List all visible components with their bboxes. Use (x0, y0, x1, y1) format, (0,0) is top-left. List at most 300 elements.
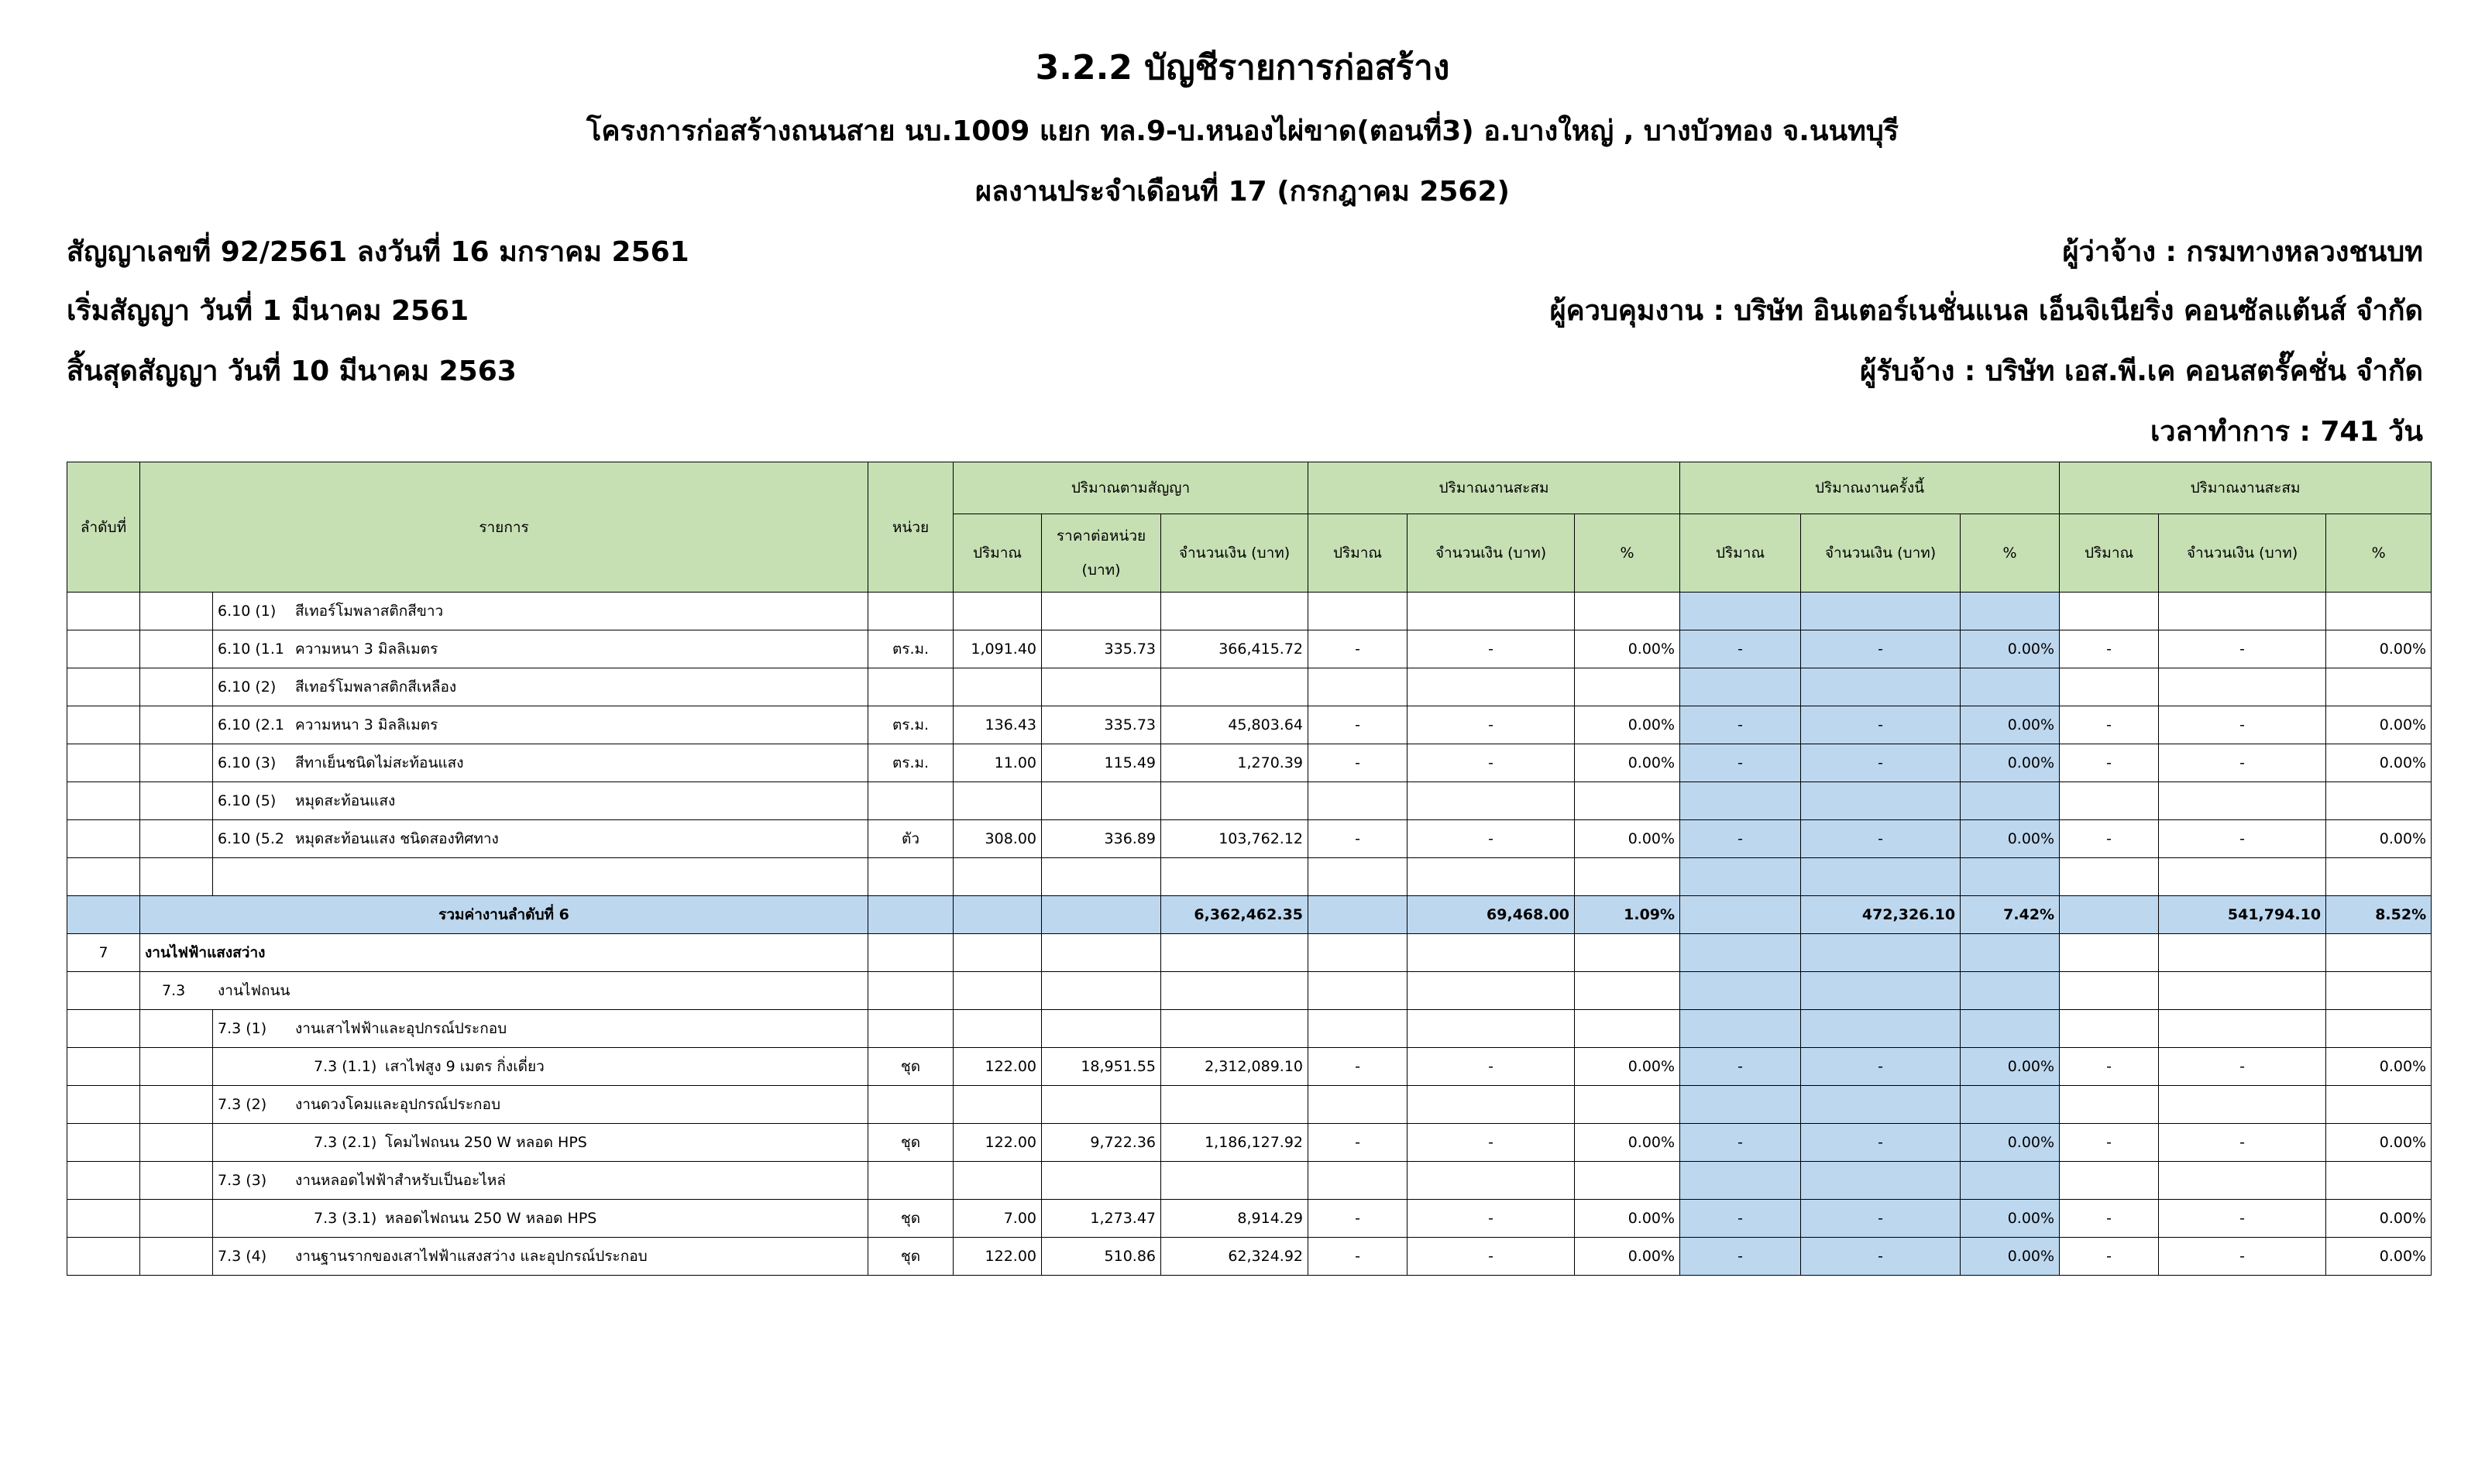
current-qty-cell: - (1680, 1238, 1801, 1276)
unit-price-cell (1042, 668, 1161, 706)
qty-cell (954, 896, 1042, 934)
total-current-amount: 472,326.10 (1801, 896, 1961, 934)
item-description: โคมไฟถนน 250 W หลอด HPS (385, 1134, 587, 1151)
cumulative-pct-cell: 0.00% (2326, 1048, 2432, 1086)
item-cell (213, 1162, 868, 1200)
amount-cell (1161, 668, 1308, 706)
amount-cell: 103,762.12 (1161, 820, 1308, 858)
cumulative-qty-cell (2060, 593, 2159, 630)
seq-cell: 7 (67, 934, 140, 972)
cumulative-pct-cell (2326, 1086, 2432, 1124)
cumulative-qty-cell (2060, 896, 2159, 934)
cumulative-qty-cell (2060, 1086, 2159, 1124)
qty-cell (954, 782, 1042, 820)
item-description: งานหลอดไฟฟ้าสำหรับเป็นอะไหล่ (295, 1172, 506, 1189)
qty-cell: 122.00 (954, 1048, 1042, 1086)
current-qty-cell (1680, 858, 1801, 896)
item-code: 6.10 (5) (218, 792, 277, 809)
item-cell (213, 1048, 868, 1086)
unit-price-cell (1042, 858, 1161, 896)
indent-cell (140, 858, 213, 896)
current-pct-cell (1961, 593, 2060, 630)
header-amount: จำนวนเงิน (บาท) (1161, 514, 1308, 593)
unit-price-cell (1042, 896, 1161, 934)
prev-amount-cell (1407, 1010, 1575, 1048)
cumulative-pct-cell (2326, 668, 2432, 706)
cumulative-amount-cell: - (2159, 630, 2326, 668)
cumulative-qty-cell (2060, 1162, 2159, 1200)
prev-pct-cell: 0.00% (1575, 744, 1680, 782)
cumulative-amount-cell (2159, 934, 2326, 972)
header-pct: % (1575, 514, 1680, 593)
cumulative-qty-cell: - (2060, 706, 2159, 744)
item-description: ความหนา 3 มิลลิเมตร (295, 641, 438, 658)
employer: ผู้ว่าจ้าง : กรมทางหลวงชนบท (2062, 236, 2423, 268)
unit-price-cell (1042, 1010, 1161, 1048)
cumulative-qty-cell: - (2060, 630, 2159, 668)
item-cell (213, 1124, 868, 1162)
total-current-pct: 7.42% (1961, 896, 2060, 934)
item-code: 7.3 (4) (218, 1248, 267, 1265)
cumulative-amount-cell: - (2159, 820, 2326, 858)
current-amount-cell: - (1801, 744, 1961, 782)
subsection-title (140, 972, 868, 1010)
cumulative-amount-cell (2159, 1162, 2326, 1200)
item-description: สีเทอร์โมพลาสติกสีเหลือง (295, 678, 457, 696)
table-row (67, 1162, 2432, 1200)
current-qty-cell: - (1680, 1124, 1801, 1162)
cumulative-pct-cell: 0.00% (2326, 706, 2432, 744)
prev-amount-cell (1407, 782, 1575, 820)
cumulative-qty-cell: - (2060, 1124, 2159, 1162)
item-description: หมุดสะท้อนแสง (295, 792, 396, 809)
contract-end: สิ้นสุดสัญญา วันที่ 10 มีนาคม 2563 (67, 356, 517, 387)
prev-amount-cell (1407, 934, 1575, 972)
cumulative-qty-cell (2060, 934, 2159, 972)
item-description: สีทาเย็นชนิดไม่สะท้อนแสง (295, 754, 464, 771)
cumulative-pct-cell (2326, 593, 2432, 630)
cumulative-amount-cell (2159, 1010, 2326, 1048)
cumulative-amount-cell: - (2159, 744, 2326, 782)
unit-price-cell (1042, 1162, 1161, 1200)
item-code: 7.3 (3) (218, 1172, 267, 1189)
current-amount-cell (1801, 1162, 1961, 1200)
prev-qty-cell: - (1308, 1238, 1407, 1276)
seq-cell (67, 1010, 140, 1048)
table-row (67, 1124, 2432, 1162)
indent-cell (140, 593, 213, 630)
header-qty: ปริมาณ (954, 514, 1042, 593)
item-cell (213, 1238, 868, 1276)
unit-cell (868, 934, 954, 972)
prev-pct-cell (1575, 858, 1680, 896)
cumulative-qty-cell (2060, 668, 2159, 706)
prev-pct-cell: 0.00% (1575, 706, 1680, 744)
table-row (67, 593, 2432, 630)
prev-amount-cell: - (1407, 744, 1575, 782)
amount-cell (1161, 972, 1308, 1010)
boq-table (67, 462, 2432, 1276)
prev-pct-cell: 0.00% (1575, 630, 1680, 668)
prev-pct-cell (1575, 972, 1680, 1010)
qty-cell: 122.00 (954, 1238, 1042, 1276)
prev-qty-cell: - (1308, 744, 1407, 782)
cumulative-qty-cell: - (2060, 1238, 2159, 1276)
prev-pct-cell (1575, 593, 1680, 630)
unit-price-cell: 9,722.36 (1042, 1124, 1161, 1162)
current-qty-cell (1680, 896, 1801, 934)
header-qty: ปริมาณ (1308, 514, 1407, 593)
prev-qty-cell: - (1308, 630, 1407, 668)
qty-cell: 1,091.40 (954, 630, 1042, 668)
unit-cell (868, 858, 954, 896)
seq-cell (67, 1086, 140, 1124)
working-duration: เวลาทำการ : 741 วัน (2150, 416, 2423, 448)
amount-cell (1161, 782, 1308, 820)
indent-cell (140, 1124, 213, 1162)
qty-cell (954, 858, 1042, 896)
item-code: 7.3 (3.1) (314, 1210, 377, 1227)
item-code: 7.3 (1) (218, 1020, 267, 1037)
prev-amount-cell: - (1407, 1200, 1575, 1238)
total-amount: 6,362,462.35 (1161, 896, 1308, 934)
current-pct-cell: 0.00% (1961, 1238, 2060, 1276)
table-row (67, 1010, 2432, 1048)
cumulative-amount-cell (2159, 593, 2326, 630)
cumulative-qty-cell (2060, 1010, 2159, 1048)
qty-cell (954, 593, 1042, 630)
cumulative-qty-cell (2060, 782, 2159, 820)
item-cell (213, 1200, 868, 1238)
contract-start: เริ่มสัญญา วันที่ 1 มีนาคม 2561 (67, 295, 469, 327)
unit-cell: ชุด (868, 1124, 954, 1162)
total-prev-pct: 1.09% (1575, 896, 1680, 934)
current-pct-cell (1961, 934, 2060, 972)
indent-cell (140, 1010, 213, 1048)
cumulative-qty-cell: - (2060, 820, 2159, 858)
unit-price-cell: 335.73 (1042, 706, 1161, 744)
cumulative-pct-cell (2326, 972, 2432, 1010)
header-amount: จำนวนเงิน (บาท) (1407, 514, 1575, 593)
cumulative-amount-cell: - (2159, 1124, 2326, 1162)
prev-qty-cell (1308, 972, 1407, 1010)
prev-amount-cell (1407, 972, 1575, 1010)
current-amount-cell: - (1801, 1238, 1961, 1276)
cumulative-pct-cell: 0.00% (2326, 1238, 2432, 1276)
header-unit: หน่วย (868, 462, 954, 593)
item-code: 6.10 (1) (218, 603, 277, 620)
current-qty-cell: - (1680, 744, 1801, 782)
indent-cell (140, 706, 213, 744)
section-row (67, 934, 2432, 972)
qty-cell: 7.00 (954, 1200, 1042, 1238)
unit-price-cell: 1,273.47 (1042, 1200, 1161, 1238)
amount-cell (1161, 593, 1308, 630)
current-amount-cell: - (1801, 820, 1961, 858)
prev-pct-cell (1575, 1086, 1680, 1124)
current-amount-cell (1801, 972, 1961, 1010)
prev-qty-cell (1308, 934, 1407, 972)
indent-cell (140, 820, 213, 858)
total-prev-amount: 69,468.00 (1407, 896, 1575, 934)
cumulative-qty-cell (2060, 972, 2159, 1010)
document-title: 3.2.2 บัญชีรายการก่อสร้าง (1035, 48, 1450, 88)
unit-cell (868, 1010, 954, 1048)
unit-price-cell: 336.89 (1042, 820, 1161, 858)
indent-cell (140, 1200, 213, 1238)
current-amount-cell: - (1801, 630, 1961, 668)
current-pct-cell: 0.00% (1961, 1048, 2060, 1086)
supervisor: ผู้ควบคุมงาน : บริษัท อินเตอร์เนชั่นแนล เอ็นจิเนียริ่ง คอนซัลแต้นส์ จำกัด (1549, 295, 2423, 327)
amount-cell: 1,270.39 (1161, 744, 1308, 782)
item-description: หลอดไฟถนน 250 W หลอด HPS (385, 1210, 597, 1227)
seq-cell (67, 668, 140, 706)
item-cell (213, 820, 868, 858)
current-amount-cell (1801, 1010, 1961, 1048)
current-amount-cell (1801, 782, 1961, 820)
current-qty-cell: - (1680, 1200, 1801, 1238)
report-period: ผลงานประจำเดือนที่ 17 (กรกฎาคม 2562) (975, 176, 1510, 208)
header-contract-group: ปริมาณตามสัญญา (954, 462, 1308, 514)
item-cell (213, 858, 868, 896)
current-qty-cell: - (1680, 820, 1801, 858)
project-name: โครงการก่อสร้างถนนสาย นบ.1009 แยก ทล.9-บ.หนองไผ่ขาด(ตอนที่3) อ.บางใหญ่ , บางบัวทอง จ.นนทบุรี (586, 115, 1899, 147)
unit-price-cell (1042, 1086, 1161, 1124)
item-cell (213, 706, 868, 744)
amount-cell: 1,186,127.92 (1161, 1124, 1308, 1162)
cumulative-pct-cell (2326, 1162, 2432, 1200)
current-amount-cell (1801, 593, 1961, 630)
qty-cell (954, 1086, 1042, 1124)
current-amount-cell (1801, 858, 1961, 896)
prev-qty-cell (1308, 782, 1407, 820)
unit-cell: ชุด (868, 1200, 954, 1238)
current-qty-cell (1680, 1162, 1801, 1200)
amount-cell: 366,415.72 (1161, 630, 1308, 668)
prev-qty-cell: - (1308, 1124, 1407, 1162)
contract-number: สัญญาเลขที่ 92/2561 ลงวันที่ 16 มกราคม 2561 (67, 236, 689, 268)
cumulative-amount-cell (2159, 1086, 2326, 1124)
cumulative-pct-cell (2326, 1010, 2432, 1048)
unit-cell: ตัว (868, 820, 954, 858)
qty-cell (954, 972, 1042, 1010)
total-row (67, 896, 2432, 934)
prev-pct-cell: 0.00% (1575, 820, 1680, 858)
cumulative-qty-cell: - (2060, 1200, 2159, 1238)
header-pct: % (1961, 514, 2060, 593)
current-amount-cell: - (1801, 706, 1961, 744)
qty-cell (954, 934, 1042, 972)
item-code: 7.3 (1.1) (314, 1058, 377, 1075)
cumulative-amount-cell: - (2159, 706, 2326, 744)
table-row (67, 782, 2432, 820)
current-amount-cell: - (1801, 1124, 1961, 1162)
current-amount-cell: - (1801, 1200, 1961, 1238)
cumulative-pct-cell (2326, 782, 2432, 820)
item-description: สีเทอร์โมพลาสติกสีขาว (295, 603, 444, 620)
prev-qty-cell: - (1308, 820, 1407, 858)
prev-qty-cell: - (1308, 1048, 1407, 1086)
item-description: งานฐานรากของเสาไฟฟ้าแสงสว่าง และอุปกรณ์ประกอบ (295, 1248, 648, 1265)
seq-cell (67, 1238, 140, 1276)
item-cell (213, 744, 868, 782)
indent-cell (140, 1238, 213, 1276)
item-cell (213, 1010, 868, 1048)
unit-cell: ตร.ม. (868, 630, 954, 668)
prev-qty-cell (1308, 896, 1407, 934)
prev-qty-cell (1308, 668, 1407, 706)
current-pct-cell: 0.00% (1961, 1200, 2060, 1238)
table-row (67, 630, 2432, 668)
cumulative-amount-cell (2159, 782, 2326, 820)
current-qty-cell: - (1680, 1048, 1801, 1086)
seq-cell (67, 820, 140, 858)
unit-cell (868, 896, 954, 934)
subsection-row (67, 972, 2432, 1010)
unit-price-cell: 18,951.55 (1042, 1048, 1161, 1086)
header-amount: จำนวนเงิน (บาท) (2159, 514, 2326, 593)
table-row (67, 744, 2432, 782)
table-row (67, 1086, 2432, 1124)
indent-cell (140, 782, 213, 820)
prev-qty-cell (1308, 1010, 1407, 1048)
prev-amount-cell (1407, 668, 1575, 706)
indent-cell (140, 1086, 213, 1124)
header-prev-group: ปริมาณงานสะสม (1308, 462, 1680, 514)
cumulative-amount-cell: - (2159, 1238, 2326, 1276)
table-row (67, 1200, 2432, 1238)
current-pct-cell (1961, 972, 2060, 1010)
current-pct-cell: 0.00% (1961, 744, 2060, 782)
indent-cell (140, 630, 213, 668)
item-description: งานเสาไฟฟ้าและอุปกรณ์ประกอบ (295, 1020, 507, 1037)
current-qty-cell (1680, 1010, 1801, 1048)
item-cell (213, 782, 868, 820)
total-label: รวมค่างานลำดับที่ 6 (140, 896, 868, 934)
cumulative-amount-cell (2159, 668, 2326, 706)
table-row (67, 706, 2432, 744)
header-seq: ลำดับที่ (67, 462, 140, 593)
table-row (67, 1238, 2432, 1276)
prev-amount-cell: - (1407, 820, 1575, 858)
current-pct-cell: 0.00% (1961, 706, 2060, 744)
seq-cell (67, 1048, 140, 1086)
prev-amount-cell: - (1407, 706, 1575, 744)
item-cell (213, 630, 868, 668)
qty-cell: 122.00 (954, 1124, 1042, 1162)
item-description: เสาไฟสูง 9 เมตร กิ่งเดี่ยว (385, 1058, 545, 1075)
unit-cell (868, 972, 954, 1010)
seq-cell (67, 593, 140, 630)
amount-cell: 2,312,089.10 (1161, 1048, 1308, 1086)
current-pct-cell (1961, 782, 2060, 820)
prev-amount-cell: - (1407, 1048, 1575, 1086)
prev-pct-cell (1575, 934, 1680, 972)
current-qty-cell (1680, 668, 1801, 706)
unit-cell (868, 668, 954, 706)
item-code: 7.3 (162, 982, 186, 999)
cumulative-qty-cell: - (2060, 744, 2159, 782)
table-row (67, 820, 2432, 858)
header-unit-price: ราคาต่อหน่วย (บาท) (1042, 514, 1161, 593)
seq-cell (67, 1162, 140, 1200)
cumulative-qty-cell (2060, 858, 2159, 896)
prev-pct-cell (1575, 1010, 1680, 1048)
unit-price-cell (1042, 934, 1161, 972)
header-item: รายการ (140, 462, 868, 593)
item-code: 6.10 (3) (218, 754, 277, 771)
cumulative-qty-cell: - (2060, 1048, 2159, 1086)
cumulative-pct-cell: 0.00% (2326, 630, 2432, 668)
prev-amount-cell: - (1407, 1124, 1575, 1162)
prev-qty-cell: - (1308, 706, 1407, 744)
header-qty: ปริมาณ (2060, 514, 2159, 593)
prev-pct-cell (1575, 782, 1680, 820)
current-qty-cell (1680, 593, 1801, 630)
prev-pct-cell: 0.00% (1575, 1238, 1680, 1276)
table-row (67, 668, 2432, 706)
unit-price-cell: 510.86 (1042, 1238, 1161, 1276)
cumulative-amount-cell: - (2159, 1048, 2326, 1086)
contractor: ผู้รับจ้าง : บริษัท เอส.พี.เค คอนสตรั๊คชั่น จำกัด (1860, 356, 2423, 387)
header-cumulative-group: ปริมาณงานสะสม (2060, 462, 2432, 514)
current-pct-cell: 0.00% (1961, 630, 2060, 668)
prev-amount-cell (1407, 1086, 1575, 1124)
indent-cell (140, 1162, 213, 1200)
amount-cell (1161, 934, 1308, 972)
current-qty-cell (1680, 1086, 1801, 1124)
item-description: งานดวงโคมและอุปกรณ์ประกอบ (295, 1096, 501, 1113)
cumulative-pct-cell: 0.00% (2326, 744, 2432, 782)
prev-amount-cell (1407, 593, 1575, 630)
qty-cell (954, 668, 1042, 706)
seq-cell (67, 1124, 140, 1162)
prev-qty-cell: - (1308, 1200, 1407, 1238)
unit-cell (868, 1086, 954, 1124)
qty-cell: 136.43 (954, 706, 1042, 744)
item-code: 7.3 (2.1) (314, 1134, 377, 1151)
current-amount-cell (1801, 1086, 1961, 1124)
total-cumulative-pct: 8.52% (2326, 896, 2432, 934)
item-description: ความหนา 3 มิลลิเมตร (295, 716, 438, 733)
unit-price-cell (1042, 593, 1161, 630)
current-pct-cell: 0.00% (1961, 1124, 2060, 1162)
unit-cell (868, 593, 954, 630)
cumulative-pct-cell: 0.00% (2326, 1200, 2432, 1238)
header-qty: ปริมาณ (1680, 514, 1801, 593)
unit-price-cell (1042, 782, 1161, 820)
seq-cell (67, 896, 140, 934)
cumulative-amount-cell (2159, 858, 2326, 896)
unit-cell: ชุด (868, 1048, 954, 1086)
amount-cell (1161, 858, 1308, 896)
item-description: หมุดสะท้อนแสง ชนิดสองทิศทาง (295, 830, 499, 847)
cumulative-pct-cell: 0.00% (2326, 820, 2432, 858)
item-description: งานไฟถนน (218, 982, 290, 999)
item-code: 6.10 (2.1 (218, 716, 284, 733)
current-qty-cell: - (1680, 706, 1801, 744)
prev-pct-cell (1575, 668, 1680, 706)
cumulative-pct-cell: 0.00% (2326, 1124, 2432, 1162)
current-pct-cell (1961, 858, 2060, 896)
unit-cell (868, 782, 954, 820)
current-pct-cell: 0.00% (1961, 820, 2060, 858)
indent-cell (140, 668, 213, 706)
qty-cell: 11.00 (954, 744, 1042, 782)
seq-cell (67, 858, 140, 896)
amount-cell (1161, 1162, 1308, 1200)
header-pct: % (2326, 514, 2432, 593)
